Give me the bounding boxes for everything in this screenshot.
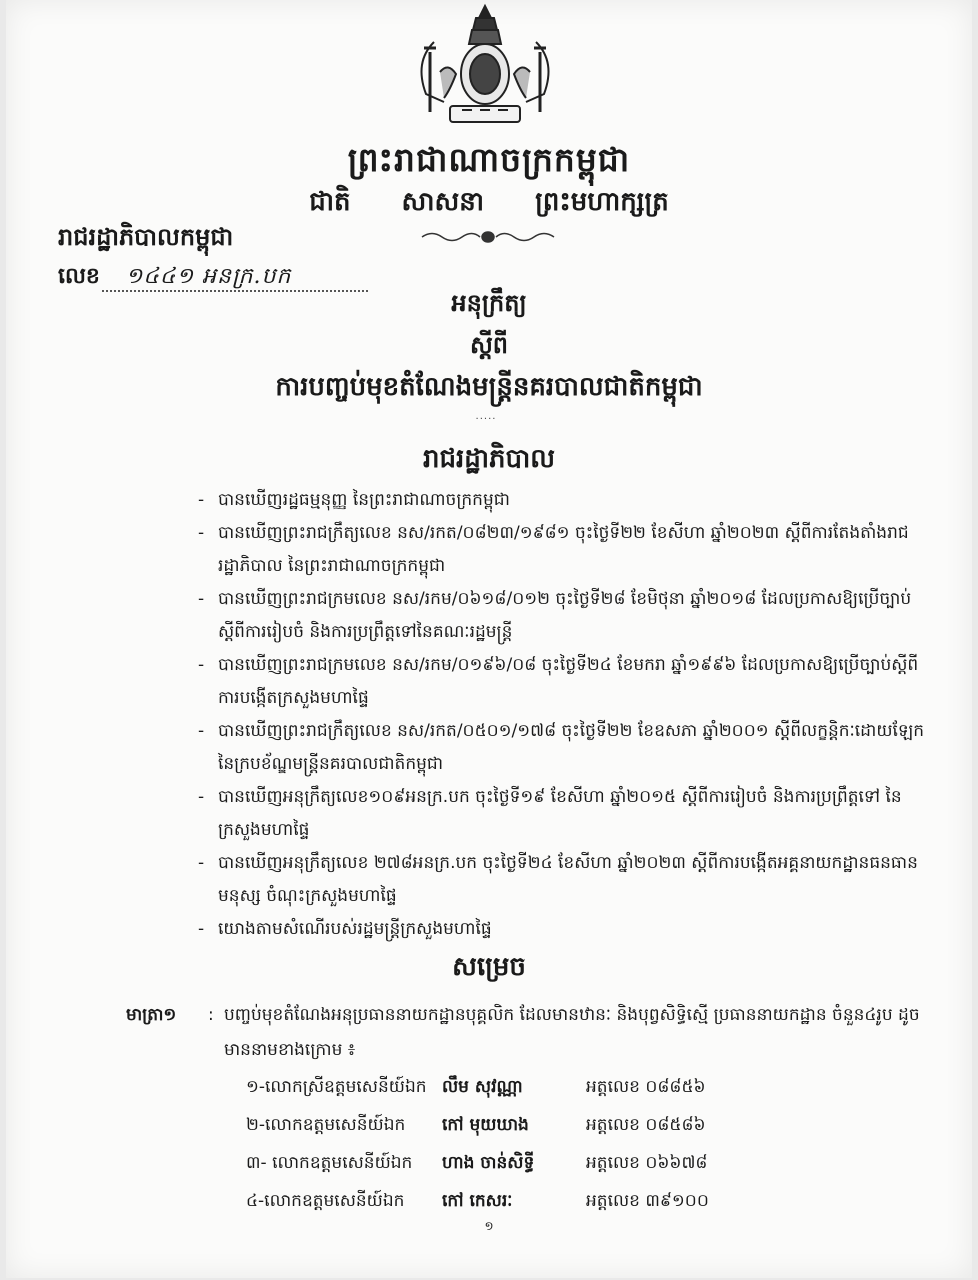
article-1 <box>126 998 946 1068</box>
preamble-item: - បានឃើញអនុក្រឹត្យលេខ ២៧៨អនក្រ.បក ចុះថ្ងៃទី២៤ ខែសីហា ឆ្នាំ២០២៣ ស្តីពីការបង្កើតអគ្គនាយកដ្ឋានធនធានមនុស្ស ចំណុះក្រសួងមហាផ្ទៃ <box>198 853 918 906</box>
preamble-item: - បានឃើញព្រះរាជក្រមលេខ នស/រកម/០៦១៨/០១២ ចុះថ្ងៃទី២៨ ខែមិថុនា ឆ្នាំ២០១៨ ដែលប្រកាសឱ្យប្រើច្បាប់ស្តីពីការរៀបចំ និងការប្រព្រឹត្តទៅនៃគណៈរដ្ឋមន្ត្រី <box>198 589 912 642</box>
issuer-name: រាជរដ្ឋាភិបាលកម្ពុជា <box>58 223 234 251</box>
officer-id-number: អត្តលេខ ០៨៥៨៦ <box>586 1115 706 1135</box>
officer-id-number: អត្តលេខ ០៦៦៧៨ <box>586 1153 708 1173</box>
officer-rank: ២-លោកឧត្តមសេនីយ៍ឯក <box>246 1115 406 1135</box>
officer-name: លឹម សុវណ្ណា <box>442 1077 523 1097</box>
preamble-item: - យោងតាមសំណើរបស់រដ្ឋមន្ត្រីក្រសួងមហាផ្ទៃ <box>198 919 492 939</box>
document-subject: ការបញ្ចប់មុខតំណែងមន្ត្រីនគរបាលជាតិកម្ពុជា <box>275 372 703 402</box>
officer-name: ហាង ចាន់សិទ្ធី <box>442 1153 535 1173</box>
royal-arms-emblem <box>404 2 566 132</box>
officer-name: កៅ កេសរៈ <box>442 1191 513 1211</box>
national-motto <box>6 185 972 223</box>
preamble-list <box>198 484 938 946</box>
preamble-item: - បានឃើញព្រះរាជក្រឹត្យលេខ នស/រកត/០៨២៣/១៩៨១ ចុះថ្ងៃទី២២ ខែសីហា ឆ្នាំ២០២៣ ស្តីពីការតែងតាំងរាជរដ្ឋាភិបាល នៃព្រះរាជាណាចក្រកម្ពុជា <box>198 523 909 576</box>
officer-row <box>246 1106 806 1144</box>
kingdom-title: ព្រះរាជាណាចក្រកម្ពុជា <box>347 140 631 179</box>
officer-row <box>246 1144 806 1182</box>
decision-heading: សម្រេច <box>452 952 526 982</box>
motto-nation: ជាតិ <box>309 187 351 217</box>
officer-id-number: អត្តលេខ ០៨៨៥៦ <box>586 1077 706 1097</box>
officer-row <box>246 1068 806 1106</box>
officer-row <box>246 1182 806 1220</box>
document-page <box>6 0 972 1278</box>
officer-rank: ១-លោកស្រីឧត្តមសេនីយ៍ឯក <box>246 1077 427 1097</box>
article-label: មាត្រា១ <box>126 1005 177 1025</box>
preamble-item: - បានឃើញរដ្ឋធម្មនុញ្ញ នៃព្រះរាជាណាចក្រកម្ពុជា <box>198 490 510 510</box>
ornament-divider <box>418 228 558 246</box>
reference-label: លេខ <box>58 264 100 289</box>
concerning-label: ស្តីពី <box>469 331 509 359</box>
motto-king: ព្រះមហាក្សត្រ <box>535 187 669 217</box>
officer-id-number: អត្តលេខ ៣៩១០០ <box>586 1191 709 1211</box>
officer-name: កៅ មុយឃាង <box>442 1115 529 1135</box>
preamble-item: - បានឃើញព្រះរាជក្រមលេខ នស/រកម/០១៩៦/០៨ ចុះថ្ងៃទី២៤ ខែមករា ឆ្នាំ១៩៩៦ ដែលប្រកាសឱ្យប្រើច្បាប់ស្តីពីការបង្កើតក្រសួងមហាផ្ទៃ <box>198 655 919 708</box>
preamble-item: - បានឃើញព្រះរាជក្រឹត្យលេខ នស/រកត/០៥០១/១៧៨ ចុះថ្ងៃទី២២ ខែឧសភា ឆ្នាំ២០០១ ស្តីពីលក្ខន្តិកៈដោយឡែក នៃក្របខ័ណ្ឌមន្ត្រីនគរបាលជាតិកម្ពុជា <box>198 721 925 774</box>
motto-religion: សាសនា <box>401 187 485 217</box>
officer-rank: ៤-លោកឧត្តមសេនីយ៍ឯក <box>246 1191 405 1211</box>
title-separator: ····· <box>475 414 497 425</box>
authority-heading: រាជរដ្ឋាភិបាល <box>422 444 556 474</box>
preamble-item: - បានឃើញអនុក្រឹត្យលេខ១០៩អនក្រ.បក ចុះថ្ងៃទី១៩ ខែសីហា ឆ្នាំ២០១៥ ស្តីពីការរៀបចំ និងការប្រព្រឹត្តទៅ នៃក្រសួងមហាផ្ទៃ <box>198 787 902 840</box>
page-number: ១ <box>484 1219 494 1233</box>
officer-list <box>246 1068 806 1220</box>
document-type: អនុក្រឹត្យ <box>451 289 527 317</box>
article-colon: : <box>208 1005 214 1025</box>
reference-handwritten: ១៤៤១ អនក្រ.បក <box>125 264 292 289</box>
article-text: បញ្ចប់មុខតំណែងអនុប្រធាននាយកដ្ឋានបុគ្គលិក ដែលមានឋានៈ និងបុព្វសិទ្ធិស្មើ ប្រធាននាយកដ្ឋាន ចំនួន៤រូប ដូចមាននាមខាងក្រោម ៖ <box>224 1005 920 1060</box>
officer-rank: ៣- លោកឧត្តមសេនីយ៍ឯក <box>246 1153 413 1173</box>
